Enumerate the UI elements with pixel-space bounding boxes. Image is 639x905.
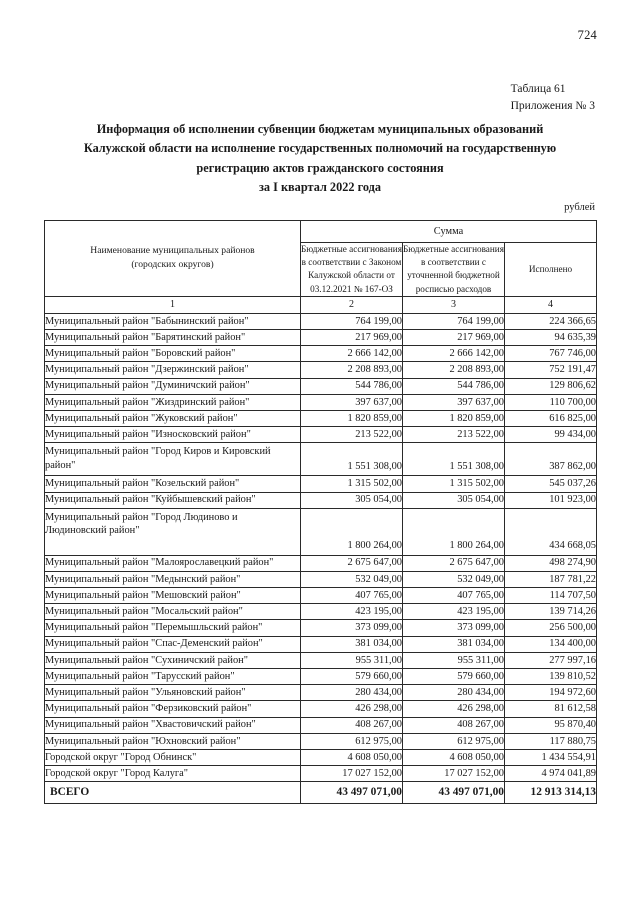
column-header-executed: Исполнено xyxy=(505,243,597,297)
row-refined-value: 764 199,00 xyxy=(403,313,505,329)
row-refined-value: 17 027 152,00 xyxy=(403,766,505,782)
document-title-line-1: Информация об исполнении субвенции бюджетам муниципальных образований xyxy=(96,122,544,136)
row-municipality-name: Муниципальный район "Износковский район" xyxy=(45,427,301,443)
row-municipality-name: Муниципальный район "Мешовский район" xyxy=(45,588,301,604)
table-row xyxy=(45,346,597,362)
table-row xyxy=(45,330,597,346)
row-executed-value: 387 862,00 xyxy=(505,443,597,476)
row-assigned-value: 579 660,00 xyxy=(301,669,403,685)
row-municipality-name: Муниципальный район "Перемышльский район" xyxy=(45,620,301,636)
row-assigned-value: 213 522,00 xyxy=(301,427,403,443)
row-assigned-value: 2 675 647,00 xyxy=(301,555,403,571)
row-assigned-value: 1 800 264,00 xyxy=(301,508,403,555)
row-municipality-name: Муниципальный район "Малоярославецкий район" xyxy=(45,555,301,571)
column-header-group-sum: Сумма xyxy=(301,221,597,243)
column-number-3: 3 xyxy=(403,296,505,313)
row-executed-value: 4 974 041,89 xyxy=(505,766,597,782)
column-header-assigned: Бюджетные ассигнования в соответствии с Законом Калужской области от 03.12.2021 № 167-ОЗ xyxy=(301,243,403,297)
table-head xyxy=(45,221,597,314)
row-executed-value: 81 612,58 xyxy=(505,701,597,717)
table-row xyxy=(45,766,597,782)
row-assigned-value: 407 765,00 xyxy=(301,588,403,604)
row-municipality-name: Муниципальный район "Сухиничский район" xyxy=(45,652,301,668)
table-row xyxy=(45,749,597,765)
row-assigned-value: 4 608 050,00 xyxy=(301,749,403,765)
table-row xyxy=(45,588,597,604)
row-executed-value: 277 997,16 xyxy=(505,652,597,668)
row-refined-value: 407 765,00 xyxy=(403,588,505,604)
row-executed-value: 94 635,39 xyxy=(505,330,597,346)
row-executed-value: 616 825,00 xyxy=(505,410,597,426)
total-refined-value: 43 497 071,00 xyxy=(403,782,505,804)
row-assigned-value: 544 786,00 xyxy=(301,378,403,394)
row-executed-value: 224 366,65 xyxy=(505,313,597,329)
row-assigned-value: 1 820 859,00 xyxy=(301,410,403,426)
document-title xyxy=(46,120,594,197)
table-row xyxy=(45,555,597,571)
column-number-1: 1 xyxy=(45,296,301,313)
row-assigned-value: 764 199,00 xyxy=(301,313,403,329)
row-assigned-value: 1 315 502,00 xyxy=(301,476,403,492)
row-refined-value: 612 975,00 xyxy=(403,733,505,749)
document-title-line-4: за I квартал 2022 года xyxy=(258,179,382,194)
row-executed-value: 434 668,05 xyxy=(505,508,597,555)
row-refined-value: 213 522,00 xyxy=(403,427,505,443)
row-assigned-value: 532 049,00 xyxy=(301,571,403,587)
row-assigned-value: 1 551 308,00 xyxy=(301,443,403,476)
table-column-numbering-row xyxy=(45,296,597,313)
table-row xyxy=(45,685,597,701)
row-assigned-value: 373 099,00 xyxy=(301,620,403,636)
row-municipality-name: Муниципальный район "Барятинский район" xyxy=(45,330,301,346)
row-municipality-name: Муниципальный район "Ферзиковский район" xyxy=(45,701,301,717)
row-assigned-value: 612 975,00 xyxy=(301,733,403,749)
row-refined-value: 408 267,00 xyxy=(403,717,505,733)
table-row xyxy=(45,427,597,443)
row-municipality-name: Муниципальный район "Козельский район" xyxy=(45,476,301,492)
row-refined-value: 373 099,00 xyxy=(403,620,505,636)
table-total-row xyxy=(45,782,597,804)
row-refined-value: 426 298,00 xyxy=(403,701,505,717)
table-row xyxy=(45,394,597,410)
row-executed-value: 545 037,26 xyxy=(505,476,597,492)
total-assigned-value: 43 497 071,00 xyxy=(301,782,403,804)
row-refined-value: 4 608 050,00 xyxy=(403,749,505,765)
row-refined-value: 544 786,00 xyxy=(403,378,505,394)
row-municipality-name: Муниципальный район "Спас-Деменский район" xyxy=(45,636,301,652)
row-refined-value: 381 034,00 xyxy=(403,636,505,652)
document-title-line-2: Калужской области на исполнение государственных полномочий на государственную xyxy=(83,141,557,156)
table-row xyxy=(45,476,597,492)
row-municipality-name: Муниципальный район "Юхновский район" xyxy=(45,733,301,749)
row-assigned-value: 423 195,00 xyxy=(301,604,403,620)
row-municipality-name: Муниципальный район "Куйбышевский район" xyxy=(45,492,301,508)
row-municipality-name: Муниципальный район "Бабынинский район" xyxy=(45,313,301,329)
row-municipality-name: Городской округ "Город Обнинск" xyxy=(45,749,301,765)
row-refined-value: 955 311,00 xyxy=(403,652,505,668)
row-assigned-value: 397 637,00 xyxy=(301,394,403,410)
row-municipality-name: Муниципальный район "Мосальский район" xyxy=(45,604,301,620)
row-refined-value: 1 315 502,00 xyxy=(403,476,505,492)
row-municipality-name: Муниципальный район "Хвастовичский район" xyxy=(45,717,301,733)
row-assigned-value: 17 027 152,00 xyxy=(301,766,403,782)
subvention-table xyxy=(44,220,597,804)
table-row xyxy=(45,378,597,394)
row-municipality-name: Муниципальный район "Боровский район" xyxy=(45,346,301,362)
row-executed-value: 139 714,26 xyxy=(505,604,597,620)
row-executed-value: 187 781,22 xyxy=(505,571,597,587)
table-row xyxy=(45,733,597,749)
table-row xyxy=(45,717,597,733)
row-assigned-value: 381 034,00 xyxy=(301,636,403,652)
row-municipality-name: Муниципальный район "Город Киров и Кировский район" xyxy=(45,443,301,476)
table-row xyxy=(45,492,597,508)
row-executed-value: 99 434,00 xyxy=(505,427,597,443)
subvention-table-wrapper xyxy=(44,220,596,804)
column-number-4: 4 xyxy=(505,296,597,313)
row-executed-value: 114 707,50 xyxy=(505,588,597,604)
row-executed-value: 95 870,40 xyxy=(505,717,597,733)
table-caption-block xyxy=(511,81,595,115)
total-executed-value: 12 913 314,13 xyxy=(505,782,597,804)
row-municipality-name: Муниципальный район "Тарусский район" xyxy=(45,669,301,685)
units-label: рублей xyxy=(564,202,595,213)
row-executed-value: 256 500,00 xyxy=(505,620,597,636)
table-number-label: Таблица 61 xyxy=(510,83,566,95)
total-label: ВСЕГО xyxy=(45,782,301,804)
row-refined-value: 2 675 647,00 xyxy=(403,555,505,571)
document-title-line-3: регистрацию актов гражданского состояния xyxy=(196,160,444,175)
table-row xyxy=(45,636,597,652)
row-executed-value: 117 880,75 xyxy=(505,733,597,749)
row-refined-value: 423 195,00 xyxy=(403,604,505,620)
table-row xyxy=(45,362,597,378)
row-municipality-name: Муниципальный район "Дзержинский район" xyxy=(45,362,301,378)
table-row xyxy=(45,410,597,426)
table-row xyxy=(45,571,597,587)
row-assigned-value: 280 434,00 xyxy=(301,685,403,701)
row-municipality-name: Муниципальный район "Ульяновский район" xyxy=(45,685,301,701)
row-municipality-name: Муниципальный район "Город Людиново и Людиновский район" xyxy=(45,508,301,555)
row-executed-value: 752 191,47 xyxy=(505,362,597,378)
page-number: 724 xyxy=(577,28,597,42)
row-assigned-value: 305 054,00 xyxy=(301,492,403,508)
row-assigned-value: 426 298,00 xyxy=(301,701,403,717)
table-row xyxy=(45,669,597,685)
row-refined-value: 305 054,00 xyxy=(403,492,505,508)
row-assigned-value: 2 666 142,00 xyxy=(301,346,403,362)
row-municipality-name: Муниципальный район "Медынский район" xyxy=(45,571,301,587)
row-executed-value: 1 434 554,91 xyxy=(505,749,597,765)
row-refined-value: 1 551 308,00 xyxy=(403,443,505,476)
table-row xyxy=(45,620,597,636)
table-row xyxy=(45,604,597,620)
row-executed-value: 767 746,00 xyxy=(505,346,597,362)
row-assigned-value: 2 208 893,00 xyxy=(301,362,403,378)
column-header-name-line-2: (городских округов) xyxy=(131,259,214,271)
row-assigned-value: 217 969,00 xyxy=(301,330,403,346)
row-refined-value: 1 820 859,00 xyxy=(403,410,505,426)
row-municipality-name: Муниципальный район "Думиничский район" xyxy=(45,378,301,394)
row-executed-value: 498 274,90 xyxy=(505,555,597,571)
column-number-2: 2 xyxy=(301,296,403,313)
table-body xyxy=(45,313,597,804)
row-assigned-value: 408 267,00 xyxy=(301,717,403,733)
column-header-name xyxy=(45,221,301,297)
row-refined-value: 1 800 264,00 xyxy=(403,508,505,555)
row-municipality-name: Городской округ "Город Калуга" xyxy=(45,766,301,782)
row-executed-value: 139 810,52 xyxy=(505,669,597,685)
row-assigned-value: 955 311,00 xyxy=(301,652,403,668)
row-executed-value: 101 923,00 xyxy=(505,492,597,508)
row-municipality-name: Муниципальный район "Жиздринский район" xyxy=(45,394,301,410)
table-row xyxy=(45,443,597,476)
column-header-name-line-1: Наименование муниципальных районов xyxy=(90,245,255,257)
row-refined-value: 2 208 893,00 xyxy=(403,362,505,378)
row-executed-value: 129 806,62 xyxy=(505,378,597,394)
table-header-group-row xyxy=(45,221,597,243)
row-refined-value: 397 637,00 xyxy=(403,394,505,410)
table-row xyxy=(45,508,597,555)
row-refined-value: 532 049,00 xyxy=(403,571,505,587)
row-executed-value: 110 700,00 xyxy=(505,394,597,410)
table-row xyxy=(45,313,597,329)
row-refined-value: 2 666 142,00 xyxy=(403,346,505,362)
row-executed-value: 134 400,00 xyxy=(505,636,597,652)
table-row xyxy=(45,701,597,717)
appendix-number-label: Приложения № 3 xyxy=(510,100,595,112)
column-header-refined: Бюджетные ассигнования в соответствии с уточненной бюджетной росписью расходов xyxy=(403,243,505,297)
row-refined-value: 280 434,00 xyxy=(403,685,505,701)
table-row xyxy=(45,652,597,668)
row-executed-value: 194 972,60 xyxy=(505,685,597,701)
row-refined-value: 217 969,00 xyxy=(403,330,505,346)
row-refined-value: 579 660,00 xyxy=(403,669,505,685)
row-municipality-name: Муниципальный район "Жуковский район" xyxy=(45,410,301,426)
